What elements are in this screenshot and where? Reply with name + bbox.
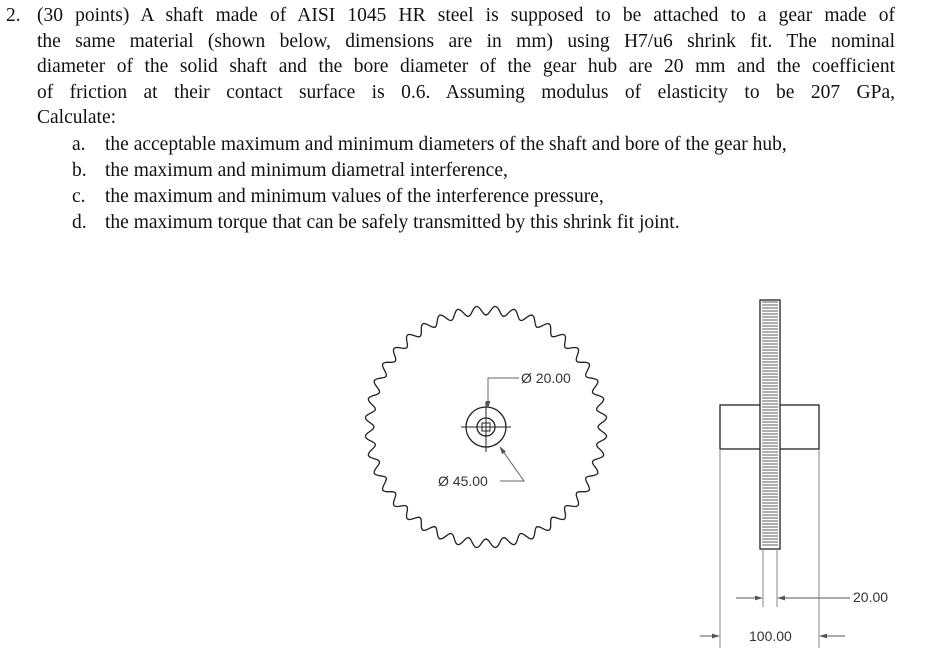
face-width-dimension (700, 628, 845, 644)
face-width-label: 100.00 (749, 628, 792, 644)
hub-width-label: 20.00 (853, 589, 889, 605)
item-a-text: the acceptable maximum and minimum diameters of the shaft and bore of the gear hub, (105, 134, 787, 155)
bore-dimension-label: Ø 20.00 (521, 370, 571, 386)
problem-line-1: (30 points) A shaft made of AISI 1045 HR steel is supposed to be attached to a gear made of (37, 5, 895, 26)
item-d-text: the maximum torque that can be safely transmitted by this shrink fit joint. (105, 212, 680, 233)
item-a-letter: a. (72, 134, 86, 155)
problem-line-4: of friction at their contact surface is 0.6. Assuming modulus of elasticity to be 207 GPa, (37, 82, 895, 103)
problem-line-2: the same material (shown below, dimensions are in mm) using H7/u6 shrink fit. The nominal (37, 31, 895, 52)
hub-dimension-label: Ø 45.00 (438, 473, 488, 489)
item-d-letter: d. (72, 212, 87, 233)
bore-diameter-dimension (488, 370, 571, 408)
item-b-letter: b. (72, 160, 87, 181)
hub-diameter-dimension (438, 447, 524, 489)
gear-front-view (365, 306, 606, 547)
problem-line-3: diameter of the solid shaft and the bore diameter of the gear hub are 20 mm and the coefficient (37, 56, 895, 77)
problem-line-5: Calculate: (37, 107, 117, 128)
gear-side-view (720, 300, 819, 648)
problem-number: 2. (6, 5, 21, 26)
item-b-text: the maximum and minimum diametral interference, (105, 160, 508, 181)
hub-width-dimension (736, 589, 888, 605)
item-c-text: the maximum and minimum values of the interference pressure, (105, 186, 604, 207)
item-c-letter: c. (72, 186, 86, 207)
